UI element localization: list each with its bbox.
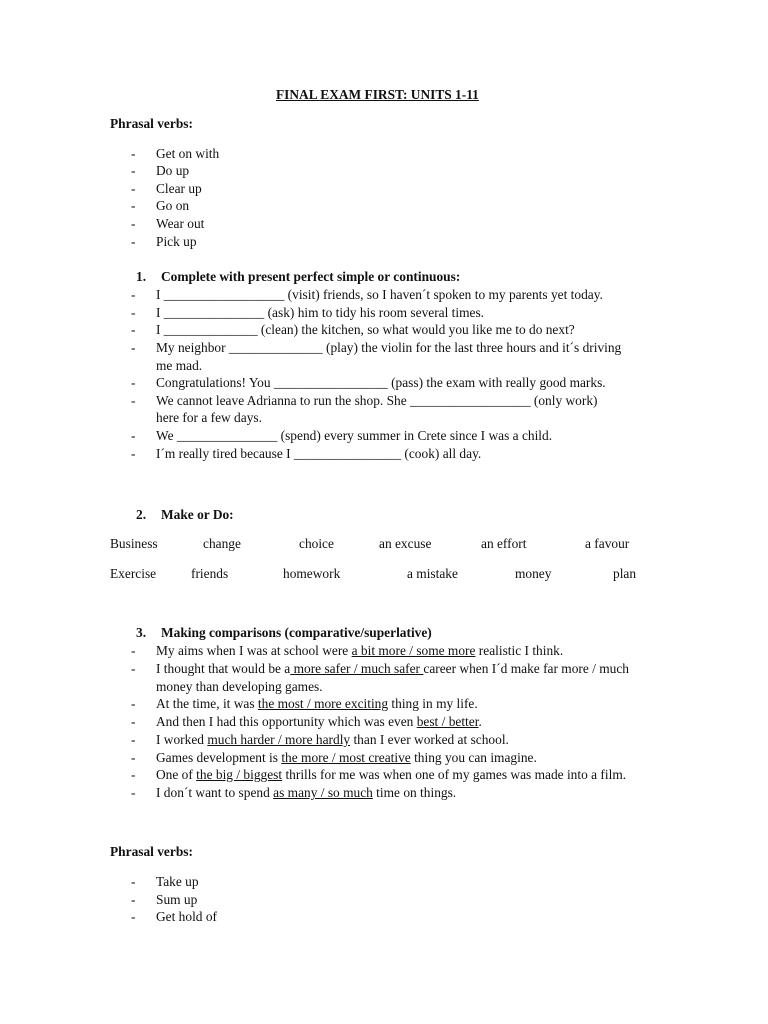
word-cell: friends: [191, 566, 229, 581]
word-cell: a favour: [585, 536, 630, 551]
word-cell: an excuse: [379, 536, 432, 551]
word-cell: an effort: [481, 536, 527, 551]
word-cell: change: [203, 536, 241, 551]
word-cell: a mistake: [407, 566, 458, 581]
word-cell: money: [515, 566, 552, 581]
word-cell: homework: [283, 566, 341, 581]
word-cell: plan: [613, 566, 637, 581]
exam-page: FINAL EXAM FIRST: UNITS 1-11 Phrasal verbs: - Get on with - Do up - Clear up - Go on - Wear out - Pick up 1. Complete with present perfect simple or continuous: - I __________________ (visit) friends, so I haven´t spoken to my parents yet today. - I _______________ (ask) him to tidy his room several times. - I ______________ (clean) the kitchen, so what would you like me to do next? - My neighbor ______________ (play) the violin for the last three hours and it´s driving me mad. - Congratulations! You _________________ (pass) the exam with really good marks. - We cannot leave Adrianna to run the shop. She __________________ (only work) here for a few days. - We _______________ (spend) every summer in Crete since I was a child. - I´m really tired because I ________________ (cook) all day. 2. Make or Do: Business change choice an excuse an effort a favour Exercise friends homework a mistake money plan 3. Making comparisons (comparative/superlative) - My aims when I was at school were a bit more / some more realistic I think. - I thought that would be a more safer / much safer career when I´d make far more / much money than developing games. - At the time, it was the most / more exciting thing in my life. - And then I had this opportunity which was even best / better. - I worked much harder / more hardly than I ever worked at school. - Games development is the more / most creative thing you can imagine. - One of the big / biggest thrills for me was when one of my games was made into a film. - I don´t want to spend as many / so much time on things. Phrasal verbs: - Take up - Sum up - Get hold of: [110, 87, 637, 924]
word-cell: choice: [299, 536, 334, 551]
page-title: FINAL EXAM FIRST: UNITS 1-11: [276, 87, 479, 102]
word-cell: Exercise: [110, 566, 157, 581]
phrasal-verbs-heading-1: Phrasal verbs:: [110, 116, 193, 131]
word-cell: Business: [110, 536, 158, 551]
phrasal-verbs-heading-2: Phrasal verbs:: [110, 844, 193, 859]
